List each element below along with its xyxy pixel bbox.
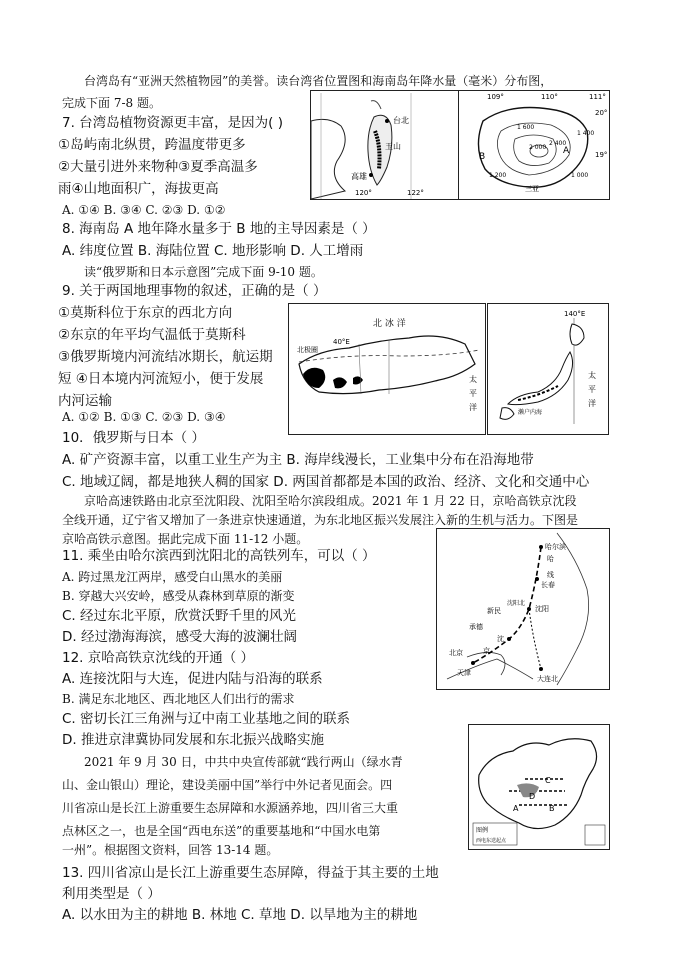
q13-stem: 利用类型是（ ） <box>62 886 161 902</box>
q12-option: D. 推进京津冀协同发展和东北振兴战略实施 <box>62 732 324 748</box>
q10-options-ab: A. 矿产资源丰富，以重工业生产为主 B. 海岸线漫长，工业集中分布在沿海地带 <box>62 452 534 468</box>
rail-label: 长春 <box>541 581 555 589</box>
q11-option: D. 经过渤海海滨，感受大海的波澜壮阔 <box>62 629 297 645</box>
hainan-lat: 20° <box>595 109 608 117</box>
intro-11-12-line: 京哈高铁示意图。据此完成下面 11-12 小题。 <box>62 532 309 546</box>
japan-label: 太 <box>588 371 596 380</box>
q11-option: C. 经过东北平原，欣赏沃野千里的风光 <box>62 608 297 624</box>
taiwan-lon: 122° <box>407 189 424 197</box>
hainan-lon: 110° <box>541 93 558 101</box>
q12-option: B. 满足东北地区、西北地区人们出行的需求 <box>62 692 295 706</box>
q9-stem: 9. 关于两国地理事物的叙述，正确的是（ ） <box>62 283 327 299</box>
russia-label: 太 <box>469 375 477 384</box>
isohyet-label: 2 000 <box>529 144 547 151</box>
intro-13-14-line: 点林区之一，也是全国“西电东送”的重要基地和“中国水电第 <box>62 824 381 838</box>
taiwan-label: 高雄 <box>351 172 367 181</box>
china-label: D <box>529 792 536 801</box>
q9-item: ③俄罗斯境内河流结冰期长，航运期 <box>58 349 273 365</box>
jingha-railway-map <box>436 528 610 690</box>
rail-label: 新民 <box>487 607 501 615</box>
hainan-point: A <box>563 146 570 156</box>
china-legend-title: 图例 <box>476 827 489 834</box>
china-west-east-power-map <box>468 724 610 850</box>
intro-13-14-line: 一州”。根据图文资料，回答 13-14 题。 <box>62 843 279 857</box>
q7-item: 雨④山地面积广，海拔更高 <box>58 181 219 197</box>
q10-stem: 10．俄罗斯与日本（ ） <box>62 430 205 446</box>
intro-9-10: 读“俄罗斯和日本示意图”完成下面 9-10 题。 <box>84 265 323 279</box>
q9-item: 内河运输 <box>58 393 112 409</box>
hainan-place: 三亚 <box>525 185 539 193</box>
isohyet-label: 1 600 <box>517 124 535 131</box>
hainan-rainfall-map <box>458 90 610 200</box>
japan-label: 140°E <box>564 310 586 318</box>
taiwan-lon: 120° <box>355 189 372 197</box>
taiwan-label: 台北 <box>393 116 409 125</box>
q10-options-cd: C. 地域辽阔，都是地狭人稠的国家 D. 两国首都都是本国的政治、经济、文化和交通中心 <box>62 474 590 490</box>
isohyet-label: 1 000 <box>571 172 589 179</box>
q8-stem: 8. 海南岛 A 地年降水量多于 B 地的主导因素是（ ） <box>62 221 376 237</box>
russia-label: 北极圈 <box>297 346 318 354</box>
isohyet-label: 1 400 <box>577 130 595 137</box>
china-legend-item: 西电东送起点 <box>476 838 507 844</box>
japan-label: 平 <box>588 385 596 394</box>
rail-label: 天津 <box>457 669 471 677</box>
q11-stem: 11. 乘坐由哈尔滨西到沈阳北的高铁列车，可以（ ） <box>62 548 376 564</box>
hainan-lat: 19° <box>595 151 608 159</box>
intro-13-14-line: 川省凉山是长江上游重要生态屏障和水源涵养地，四川省三大重 <box>62 801 399 815</box>
rail-label: 沈 <box>497 635 504 643</box>
japan-label: 濑户内海 <box>518 409 543 416</box>
taiwan-label: 玉山 <box>385 142 401 151</box>
rail-label: 沈阳北 <box>507 600 526 607</box>
japan-label: 洋 <box>588 399 596 408</box>
russia-map <box>288 303 486 435</box>
q12-stem: 12. 京哈高铁京沈线的开通（ ） <box>62 650 255 666</box>
q11-option: B. 穿越大兴安岭，感受从森林到草原的渐变 <box>62 589 295 603</box>
q12-option: C. 密切长江三角洲与辽中南工业基地之间的联系 <box>62 711 351 727</box>
q8-options: A. 纬度位置 B. 海陆位置 C. 地形影响 D. 人工增雨 <box>62 243 364 259</box>
q11-option: A. 跨过黑龙江两岸，感受白山黑水的美丽 <box>62 570 283 584</box>
rail-label: 哈尔滨 <box>545 543 566 551</box>
rail-label: 线 <box>547 571 554 579</box>
q9-item: 短 ④日本境内河流短小，便于发展 <box>58 371 264 387</box>
rail-label: 京 <box>483 647 490 655</box>
q13-options: A. 以水田为主的耕地 B. 林地 C. 草地 D. 以旱地为主的耕地 <box>62 907 418 923</box>
rail-label: 承德 <box>469 623 483 631</box>
russia-label: 40°E <box>333 338 350 346</box>
q9-item: ①莫斯科位于东京的西北方向 <box>58 305 233 321</box>
hainan-lon: 109° <box>487 93 504 101</box>
q7-item: ②大量引进外来物种③夏季高温多 <box>58 159 258 175</box>
intro-11-12-line: 京哈高速铁路由北京至沈阳段、沈阳至哈尔滨段组成。2021 年 1 月 22 日，京哈高铁京沈段 <box>84 494 577 508</box>
intro-13-14-line: 山、金山银山）理论，建设美丽中国”举行中外记者见面会。四 <box>62 778 393 792</box>
rail-label: 北京 <box>449 649 463 657</box>
isohyet-label: 2 400 <box>549 140 567 147</box>
taiwan-location-map <box>310 90 460 200</box>
hainan-point: B <box>479 152 486 162</box>
russia-label: 北 冰 洋 <box>373 319 406 329</box>
intro-11-12-line: 全线开通，辽宁省又增加了一条进京快速通道，为东北地区振兴发展注入新的生机与活力。下图是 <box>62 513 579 527</box>
q13-stem: 13. 四川省凉山是长江上游重要生态屏障，得益于其主要的土地 <box>62 865 439 881</box>
russia-label: 洋 <box>469 403 477 412</box>
q7-item: ①岛屿南北纵贯，跨温度带更多 <box>58 137 246 153</box>
rail-label: 沈阳 <box>535 605 549 613</box>
japan-map <box>487 303 609 435</box>
hainan-lon: 111° <box>589 93 606 101</box>
intro-7-8-line2: 完成下面 7-8 题。 <box>62 96 161 110</box>
russia-label: 平 <box>469 389 477 398</box>
rail-label: 哈 <box>547 555 554 563</box>
china-label: C <box>545 776 551 785</box>
china-label: B <box>549 804 555 813</box>
intro-7-8-line1: 台湾岛有“亚洲天然植物园”的美誉。读台湾省位置图和海南岛年降水量（毫米）分布图， <box>84 74 553 88</box>
q12-option: A. 连接沈阳与大连，促进内陆与沿海的联系 <box>62 671 323 687</box>
q9-options: A. ①② B. ①③ C. ②③ D. ③④ <box>62 410 226 424</box>
isohyet-label: 1 200 <box>489 172 507 179</box>
rail-label: 大连北 <box>537 675 558 683</box>
q7-stem: 7. 台湾岛植物资源更丰富，是因为( ) <box>62 115 283 131</box>
q9-item: ②东京的年平均气温低于莫斯科 <box>58 327 246 343</box>
intro-13-14-line: 2021 年 9 月 30 日，中共中央宣传部就“践行两山（绿水青 <box>84 755 403 769</box>
china-label: A <box>513 804 519 813</box>
q7-options: A. ①④ B. ③④ C. ②③ D. ①② <box>62 203 226 217</box>
